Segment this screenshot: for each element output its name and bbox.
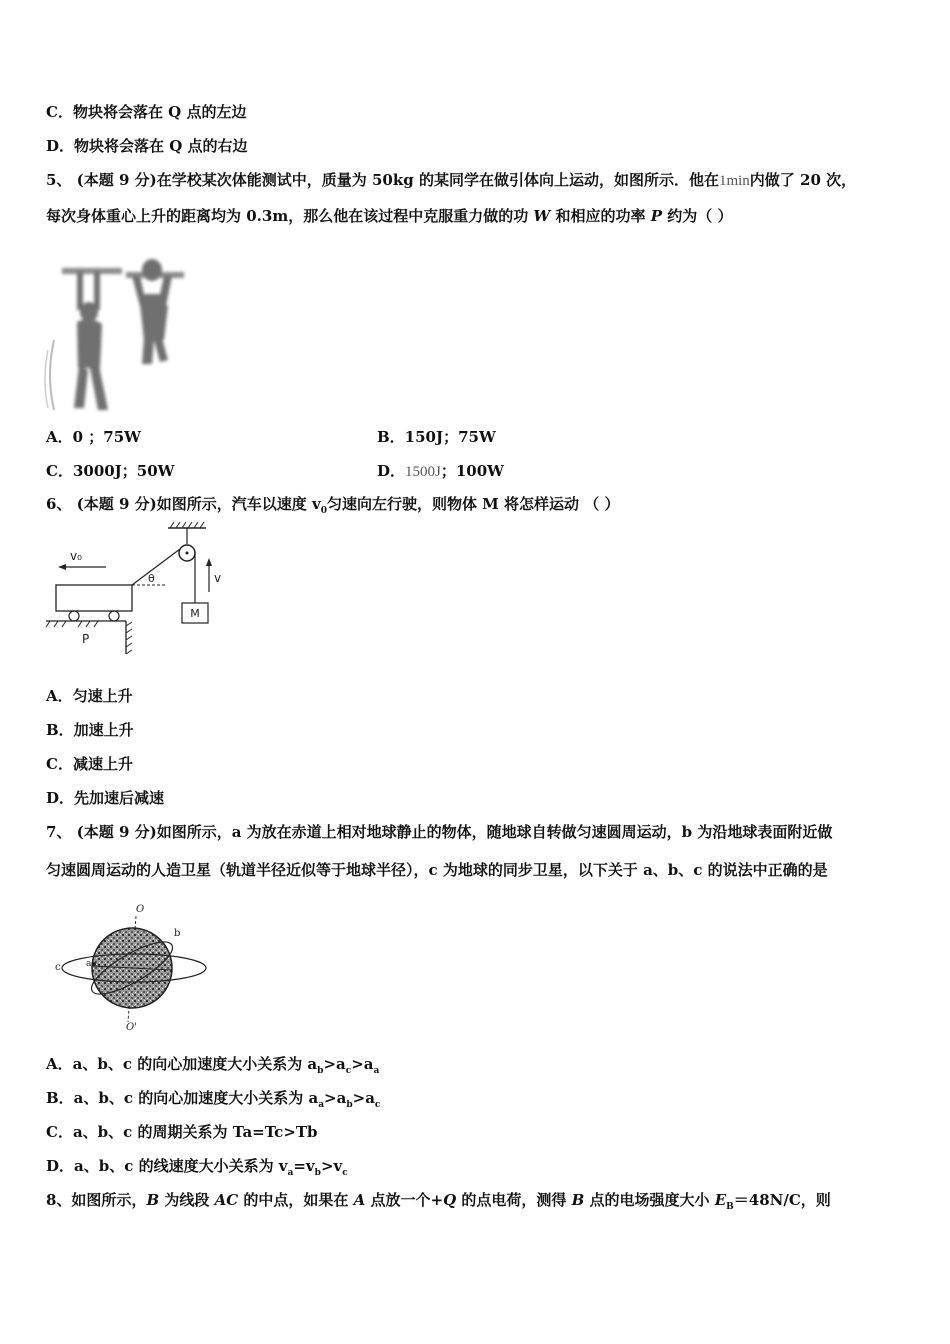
- q7-label-b: b: [174, 928, 181, 939]
- q5-option-b: B．150J；75W: [377, 428, 496, 446]
- q5-option-d-label: D．: [377, 462, 406, 480]
- q5-symbol-w: W: [533, 207, 551, 225]
- q6-label-theta: θ: [148, 572, 155, 585]
- q8-t5: 的点电荷，测得: [456, 1191, 572, 1209]
- q5-unit-1min: 1min: [718, 173, 750, 189]
- prev-option-d: D．物块将会落在 Q 点的右边: [46, 137, 248, 155]
- q7-label-a: a: [86, 959, 92, 969]
- q8-t4: 点放一个+: [365, 1191, 444, 1209]
- q5-line2-post: 约为（ ）: [662, 207, 733, 225]
- q8-b1: B: [146, 1191, 160, 1209]
- q6-stem-post: 匀速向左行驶，则物体 M 将怎样运动 （ ）: [326, 495, 620, 513]
- q7-option-a: [46, 1054, 379, 1081]
- q5-line2: [46, 206, 732, 226]
- q5-line1: [46, 170, 856, 191]
- q6-option-a: A．匀速上升: [46, 687, 133, 705]
- q7-option-a-mid1: >a: [323, 1055, 346, 1073]
- q5-line2-mid: 和相应的功率: [550, 207, 651, 225]
- q5-symbol-p: P: [650, 207, 663, 225]
- q8-e: E: [714, 1191, 727, 1209]
- q8-t7: ＝48N/C，则: [733, 1191, 831, 1209]
- q8-e-sub: B: [726, 1202, 734, 1212]
- q6-option-d: D．先加速后减速: [46, 789, 165, 807]
- q7-option-d-text: D．a、b、c 的线速度大小关系为 v: [46, 1157, 288, 1175]
- q8-t1: 8、如图所示，: [46, 1191, 147, 1209]
- q8-t6: 点的电场强度大小: [584, 1191, 715, 1209]
- q6-car-pulley-figure: [44, 520, 244, 660]
- q7-option-d-mid1: =v: [293, 1157, 315, 1175]
- q5-pullup-figure: [44, 250, 189, 415]
- q7-earth-orbits-figure: [50, 898, 215, 1033]
- q8-stem: [46, 1190, 831, 1217]
- q7-option-a-sub3: a: [373, 1066, 380, 1076]
- q5-text-pre: (本题 9 分)在学校某次体能测试中，质量为 50kg 的某同学在做引体向上运动，如图所示．他在: [76, 171, 719, 189]
- q8-q: Q: [443, 1191, 457, 1209]
- q6-stem: [46, 494, 619, 521]
- q7-line2: 匀速圆周运动的人造卫星（轨道半径近似等于地球半径），c 为地球的同步卫星，以下关于 a、b、c 的说法中正确的是: [46, 861, 828, 879]
- q8-ac: AC: [214, 1191, 239, 1209]
- q5-number: 5、: [46, 171, 72, 189]
- q7-label-o: O: [136, 904, 145, 915]
- q5-option-d-rest: ；100W: [440, 462, 505, 480]
- q7-option-b-sub2: b: [346, 1100, 353, 1110]
- q7-option-a-sub1: b: [317, 1066, 324, 1076]
- q5-option-a: A．0 ；75W: [46, 428, 142, 446]
- q6-stem-sub: 0: [320, 506, 327, 516]
- q7-option-b-sub3: c: [374, 1100, 381, 1110]
- q5-option-d: [377, 460, 504, 481]
- q7-option-b: [46, 1088, 380, 1115]
- q7-option-a-mid2: >a: [351, 1055, 374, 1073]
- q8-a: A: [353, 1191, 366, 1209]
- q8-b2: B: [571, 1191, 585, 1209]
- q6-option-b: B．加速上升: [46, 721, 134, 739]
- q7-option-b-mid2: >a: [352, 1089, 375, 1107]
- q7-option-d: [46, 1156, 348, 1183]
- q7-label-c: c: [55, 962, 61, 973]
- q8-t3: 的中点，如果在: [238, 1191, 354, 1209]
- q7-option-b-text: B．a、b、c 的向心加速度大小关系为 a: [46, 1089, 319, 1107]
- q7-option-d-sub2: b: [314, 1168, 321, 1178]
- q8-t2: 为线段: [159, 1191, 215, 1209]
- q7-option-d-mid2: >v: [320, 1157, 343, 1175]
- q7-label-o-prime: O': [126, 1022, 137, 1033]
- q5-text-post: 内做了 20 次，: [749, 171, 857, 189]
- q6-stem-pre: 6、 (本题 9 分)如图所示，汽车以速度 v: [46, 495, 321, 513]
- q7-option-d-sub1: a: [287, 1168, 294, 1178]
- q7-option-b-sub1: a: [318, 1100, 325, 1110]
- q5-option-d-value: 1500J: [405, 464, 441, 480]
- q7-line1: 7、 (本题 9 分)如图所示，a 为放在赤道上相对地球静止的物体，随地球自转做匀速圆周运动，b 为沿地球表面附近做: [46, 823, 833, 841]
- q6-label-m: M: [190, 607, 200, 620]
- q6-option-c: C．减速上升: [46, 755, 133, 773]
- q6-label-v: v: [214, 571, 222, 585]
- q7-option-a-sub2: c: [345, 1066, 352, 1076]
- q7-option-c: C．a、b、c 的周期关系为 Ta=Tc>Tb: [46, 1123, 318, 1141]
- q5-line2-pre: 每次身体重心上升的距离均为 0.3m，那么他在该过程中克服重力做的功: [46, 207, 534, 225]
- q6-label-v0: v₀: [70, 549, 82, 563]
- q5-option-c: C．3000J；50W: [46, 462, 175, 480]
- q7-option-a-text: A．a、b、c 的向心加速度大小关系为 a: [46, 1055, 318, 1073]
- q6-label-p: P: [82, 632, 90, 646]
- q7-option-b-mid1: >a: [324, 1089, 347, 1107]
- q7-option-d-sub3: c: [342, 1168, 348, 1178]
- prev-option-c: C．物块将会落在 Q 点的左边: [46, 103, 247, 121]
